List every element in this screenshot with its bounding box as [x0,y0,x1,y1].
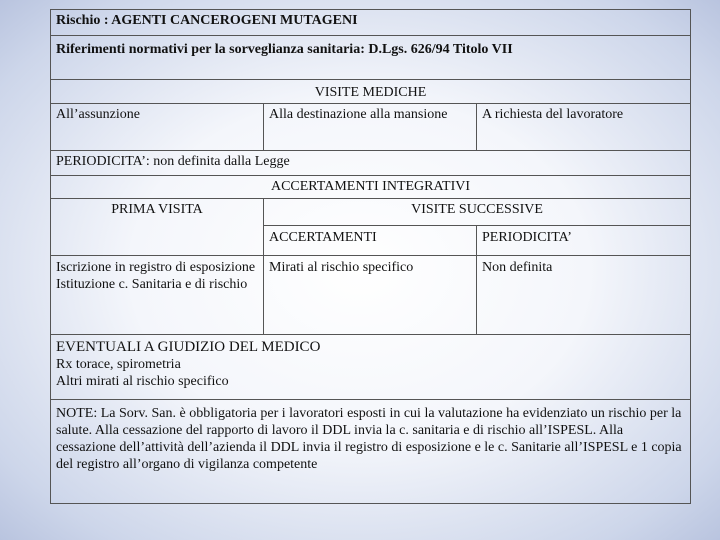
note-text: NOTE: La Sorv. San. è obbligatoria per i lavoratori esposti in cui la valutazione ha evidenziato un rischio per la salute. Alla cessazione del rapporto di lavoro il DDL invia la c. sanitaria e di rischio all’ISPESL. Alla cessazione dell’attività dell’azienda il DDL invia il registro di esposizione e le c. Sanitarie all’ISPESL e 1 copia del registro all’organo di vigilanza competente [56,406,682,472]
subsequent-visits-header: VISITE SUCCESSIVE [411,202,543,217]
worker-request-cell [477,104,691,151]
at-hiring-cell [51,104,264,151]
periodicity-label: PERIODICITA’ [482,230,572,245]
surveillance-table [50,9,691,504]
periodicity-label-cell [477,226,691,256]
optional-tests-line: Altri mirati al rischio specifico [56,374,229,389]
at-assignment-cell [264,104,477,151]
subsequent-visits-header-cell [264,199,691,226]
optional-tests-cell [51,335,691,400]
periodicity-body-cell [477,256,691,335]
periodicity-body: Non definita [482,260,553,275]
first-visit-header: PRIMA VISITA [111,202,203,217]
references-cell [51,36,691,80]
additional-tests-header-cell [51,176,691,199]
first-visit-header-cell [51,199,264,256]
worker-request-text: A richiesta del lavoratore [482,107,624,122]
periodicity-cell [51,151,691,176]
first-visit-line: Iscrizione in registro di esposizione [56,260,256,275]
note-cell [51,400,691,504]
at-assignment-text: Alla destinazione alla mansione [269,107,448,122]
tests-body: Mirati al rischio specifico [269,260,414,275]
at-hiring-text: All’assunzione [56,107,140,122]
first-visit-body-cell [51,256,264,335]
first-visit-line: Istituzione c. Sanitaria e di rischio [56,277,248,292]
tests-label: ACCERTAMENTI [269,230,377,245]
references-text: Riferimenti normativi per la sorveglianza sanitaria: D.Lgs. 626/94 Titolo VII [56,42,513,57]
periodicity-text: PERIODICITA’: non definita dalla Legge [56,154,290,169]
risk-title: Rischio : AGENTI CANCEROGENI MUTAGENI [56,13,358,28]
tests-body-cell [264,256,477,335]
optional-tests-header: EVENTUALI A GIUDIZIO DEL MEDICO [56,339,321,355]
additional-tests-header: ACCERTAMENTI INTEGRATIVI [270,179,471,194]
medical-visits-header-cell [51,80,691,104]
optional-tests-line: Rx torace, spirometria [56,357,181,372]
tests-label-cell [264,226,477,256]
medical-visits-header: VISITE MEDICHE [314,85,427,100]
risk-title-cell [51,10,691,36]
